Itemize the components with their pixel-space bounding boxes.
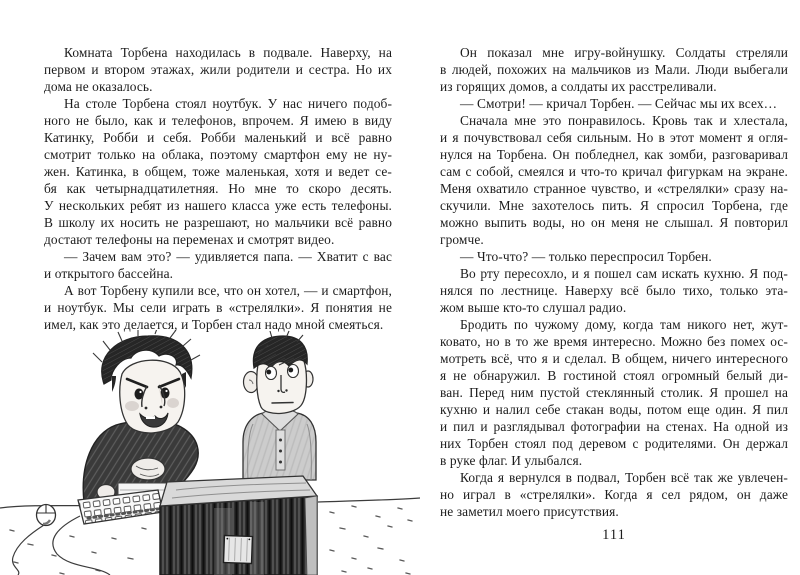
text-line: смотрит только на облака, поэтому смартфон ему не ну- xyxy=(44,147,392,162)
text-line: достают телефоны на переменах и смотрят видео. xyxy=(44,232,335,247)
text-line: Во рту пересохло, и я пошел сам искать кухню. Я под- xyxy=(460,266,788,281)
text-line: На столе Торбена стоял ноутбук. У нас ничего подоб- xyxy=(64,96,392,111)
left-page-text xyxy=(44,44,392,333)
mouse xyxy=(37,505,56,526)
text-line: — Зачем вам это? — удивляется папа. — Хватит с вас xyxy=(64,249,392,264)
boy-right xyxy=(243,331,316,480)
text-line: сам с собой, смеялся и что-то кричал фигуркам на экране. xyxy=(440,164,788,179)
boy-left xyxy=(83,330,200,505)
text-line: громче. xyxy=(440,232,484,247)
text-line: — Что-что? — только переспросил Торбен. xyxy=(460,249,712,264)
text-line: и пил и разглядывал фотографии на стенах. На одной из xyxy=(440,419,788,434)
text-line: нялся по лестнице. Наверху всё было тихо, только эта- xyxy=(440,283,788,298)
text-line: я не обнаружил. В гостиной стоял огромный белый ди- xyxy=(440,368,788,383)
monitor-back xyxy=(160,476,317,575)
text-line: не заметил моего присутствия. xyxy=(440,504,619,519)
text-line: первом и втором этажах, жили родители и сестра. Но их xyxy=(44,62,392,77)
illustration xyxy=(0,330,420,575)
text-line: но играл в «стрелялки». Когда я сел рядом, он даже xyxy=(440,487,788,502)
text-line: в руке флаг. И улыбался. xyxy=(440,453,583,468)
text-line: кухню и налил себе стакан воды, потом еще один. Я пил xyxy=(440,402,788,417)
text-line: В школу их носить не разрешают, но мальчики всё равно xyxy=(44,215,392,230)
text-line: и открытого бассейна. xyxy=(44,266,174,281)
text-line: Катинку, Робби и себя. Робби маленький и всё равно xyxy=(44,130,392,145)
text-line: них Торбен стоял под деревом с родителями. Он держал xyxy=(440,436,788,451)
text-line: можно выпить воды, но он меня не слышал. Я повторил xyxy=(440,215,788,230)
text-line: Комната Торбена находилась в подвале. Наверху, на xyxy=(64,45,392,60)
text-line: ного не было, как и телефонов, впрочем. Я имею в виду xyxy=(44,113,392,128)
text-line: в людей, похожих на мальчиков из Мали. Люди выбегали xyxy=(440,62,788,77)
text-line: мотреть всё, что я и сделал. В общем, ничего интересного xyxy=(440,351,788,366)
text-line: и ноутбук. Мы сели играть в «стрелялки». Я понятия не xyxy=(44,300,392,315)
text-line: Меня охватило странное чувство, и «стрелялки» сразу на- xyxy=(440,181,788,196)
text-line: жом выше кто-то слушал радио. xyxy=(440,300,627,315)
text-line: имел, как это делается, и Торбен стал надо мной смеяться. xyxy=(44,317,384,332)
text-line: нулся на Торбена. Он побледнел, как зомби, разговаривал xyxy=(440,147,788,162)
page-number: 111 xyxy=(602,527,626,543)
text-line: жен. Катинка, в общем, тоже маленькая, хотя и ведет се- xyxy=(44,164,392,179)
text-line: бя как четырнадцатилетняя. Но мне то скоро десять. xyxy=(44,181,392,196)
text-line: ван. Перед ним пустой стеклянный столик. Я прошел на xyxy=(440,385,788,400)
text-line: — Смотри! — кричал Торбен. — Сейчас мы их всех… xyxy=(460,96,778,111)
right-page-text xyxy=(440,44,788,520)
text-line: и я почувствовал себя сильным. Но в этот момент я огля- xyxy=(440,130,788,145)
text-line: Бродить по чужому дому, когда там никого нет, жут- xyxy=(460,317,788,332)
text-line: У нескольких ребят из нашего класса уже есть телефоны. xyxy=(44,198,392,213)
text-line: Он показал мне игру-войнушку. Солдаты стреляли xyxy=(460,45,788,60)
text-line: из горящих домов, а солдаты их расстреливали. xyxy=(440,79,717,94)
text-line: ковато, но в то же время интересно. Можно без помех ос- xyxy=(440,334,788,349)
text-line: скучили. Мне захотелось пить. Я спросил Торбена, где xyxy=(440,198,788,213)
text-line: А вот Торбену купили все, что он хотел, — и смартфон, xyxy=(64,283,392,298)
text-line: Сначала мне это понравилось. Кровь так и хлестала, xyxy=(460,113,788,128)
text-line: дома не оказалось. xyxy=(44,79,153,94)
text-line: Когда я вернулся в подвал, Торбен всё так же увлечен- xyxy=(460,470,788,485)
